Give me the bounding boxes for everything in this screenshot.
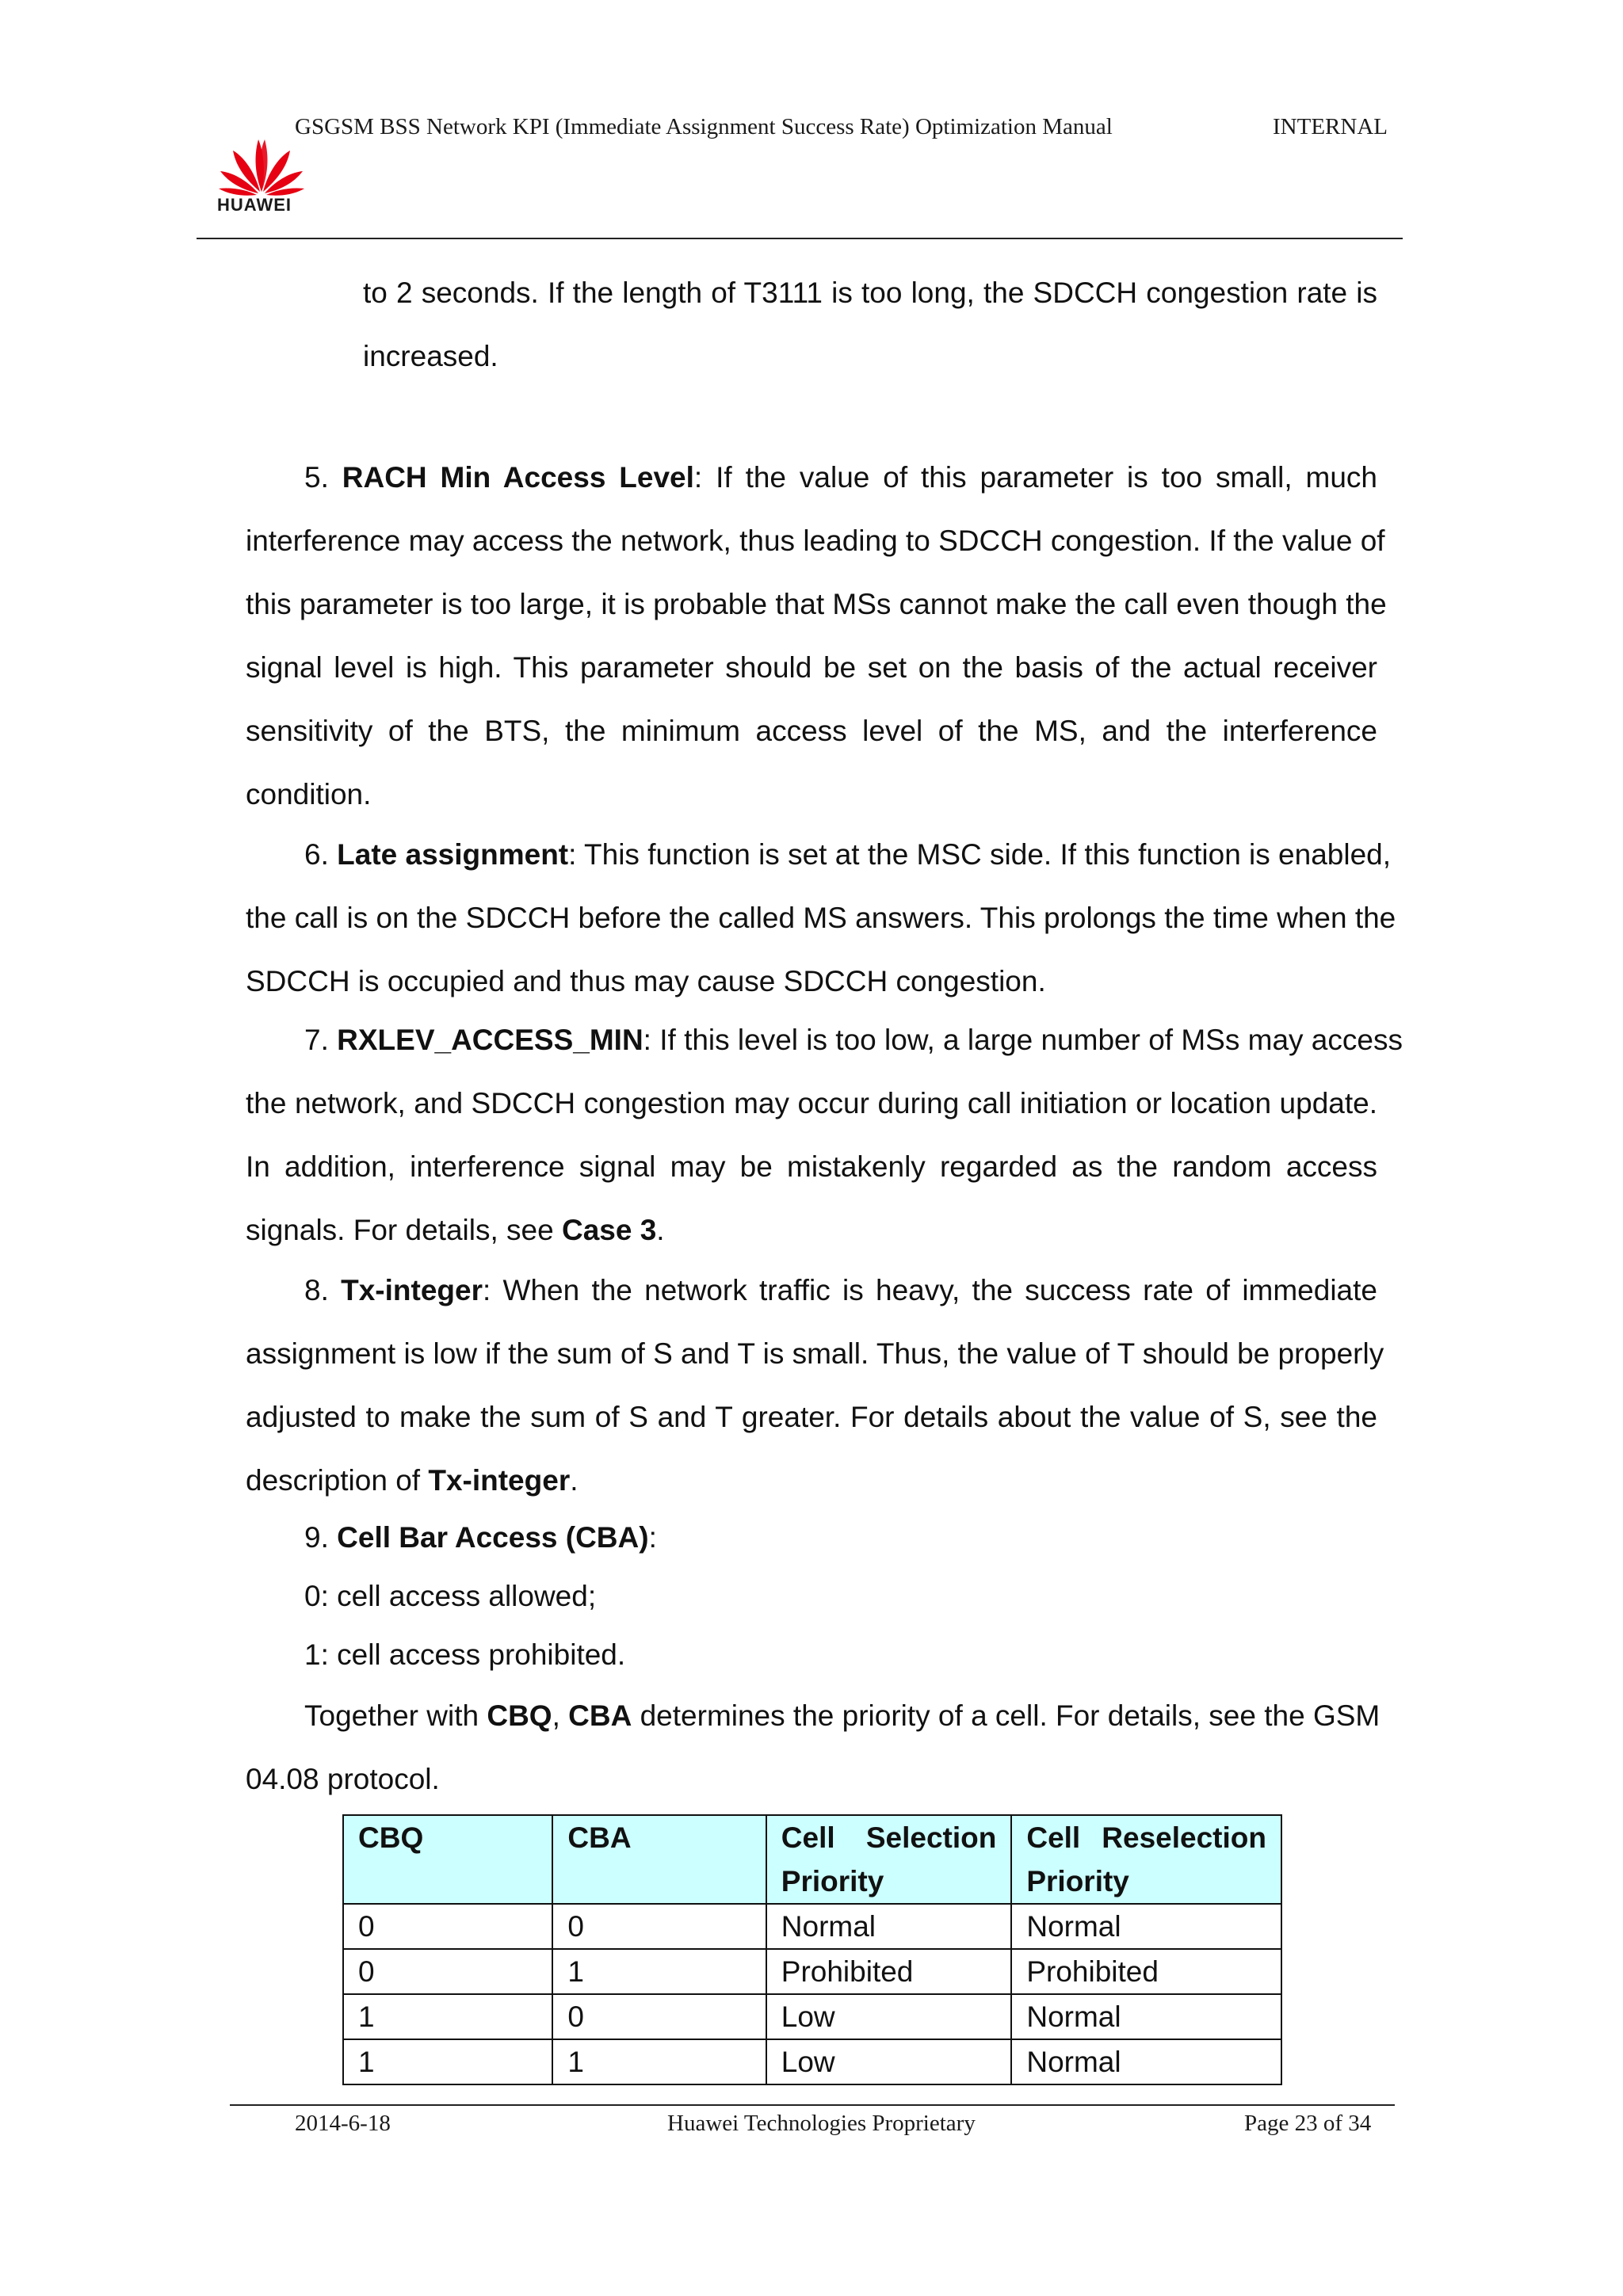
text-run: signals. For details, see [246,1214,562,1246]
text-run: description of [246,1464,429,1497]
text-run: : If this level is too low, a large number of MSs may access [643,1024,1403,1056]
header-text: Priority [781,1865,884,1897]
cell-priority-table [342,1814,1282,2085]
table-cell: 1 [343,2039,552,2084]
table-cell: Normal [1011,2039,1281,2084]
table-row [343,1994,1281,2039]
paragraph-cbq-cba [246,1684,1381,1811]
tx-integer-reference: Tx-integer [428,1464,571,1497]
table-cell: Normal [1011,1994,1281,2039]
term-cell-bar-access: Cell Bar Access (CBA) [337,1521,649,1554]
table-row [343,2039,1281,2084]
paragraph-5 [246,446,1387,826]
header-text: Cell Selection [781,1821,997,1854]
paragraph-9 [304,1508,1377,1684]
item-number: 7. [304,1024,338,1056]
text-line: condition. [246,778,372,810]
text-line [246,1259,1377,1322]
table-row [343,1949,1281,1994]
header-cell-selection-priority [766,1815,1012,1904]
footer-proprietary: Huawei Technologies Proprietary [667,2111,976,2136]
table-cell: Prohibited [766,1949,1012,1994]
table-cell: 1 [552,2039,766,2084]
table-cell: 0 [343,1949,552,1994]
text-run: . [570,1464,579,1497]
text-line [246,1199,1377,1262]
table-row [343,1904,1281,1949]
item-number: 9. [304,1521,338,1554]
text-line [246,446,1377,509]
text-run: : [648,1521,657,1554]
table-cell: Low [766,1994,1012,2039]
text-line: sensitivity of the BTS, the minimum access level of the MS, and the interference [246,715,1377,747]
term-rxlev-access-min: RXLEV_ACCESS_MIN [337,1024,643,1056]
case-3-reference: Case 3 [561,1214,657,1246]
footer-date: 2014-6-18 [295,2111,391,2136]
text-line: 04.08 protocol. [246,1763,440,1795]
paragraph-8 [246,1259,1384,1512]
text-line: to 2 seconds. If the length of T3111 is too long, the SDCCH congestion rate is [363,277,1377,309]
paragraph-6 [246,823,1396,1013]
text-run: determines the priority of a cell. For details, see the GSM [632,1699,1381,1732]
text-line: the network, and SDCCH congestion may occur during call initiation or location update. [246,1087,1377,1119]
table-cell: 0 [343,1904,552,1949]
item-number: 5. [304,461,342,494]
text-line: increased. [363,340,498,372]
text-line [304,1508,1377,1567]
header-title: GSGSM BSS Network KPI (Immediate Assignment Success Rate) Optimization Manual [295,114,1113,139]
text-run: : If the value of this parameter is too small, much [693,461,1378,494]
continuation-paragraph [363,261,1377,388]
cbq-term: CBQ [487,1699,552,1732]
text-line: SDCCH is occupied and thus may cause SDCCH congestion. [246,965,1046,997]
table-cell: Low [766,2039,1012,2084]
text-line: In addition, interference signal may be mistakenly regarded as the random access [246,1150,1377,1183]
term-rach-min-access-level: RACH Min Access Level [342,461,694,494]
item-number: 8. [304,1274,342,1306]
text-run: : When the network traffic is heavy, the success rate of immediate [482,1274,1377,1306]
table-cell: 1 [343,1994,552,2039]
huawei-logo-text: HUAWEI [217,195,292,215]
header-cbq: CBQ [343,1815,552,1904]
item-number: 6. [304,838,338,871]
text-line [246,823,1392,887]
text-line [246,1684,1381,1748]
table-cell: 0 [552,1904,766,1949]
table-cell: Normal [766,1904,1012,1949]
option-1: 1: cell access prohibited. [304,1638,626,1671]
text-run: . [656,1214,665,1246]
term-late-assignment: Late assignment [337,838,569,871]
text-line: adjusted to make the sum of S and T greater. For details about the value of S, see the [246,1401,1377,1433]
option-0: 0: cell access allowed; [304,1580,597,1612]
classification-label: INTERNAL [1273,114,1388,139]
text-run: , [552,1699,569,1732]
header-cell-reselection-priority [1011,1815,1281,1904]
text-line [246,1009,1403,1072]
table-cell: Normal [1011,1904,1281,1949]
cba-term: CBA [568,1699,632,1732]
text-line: assignment is low if the sum of S and T is small. Thus, the value of T should be properly [246,1337,1384,1370]
header-text: Priority [1026,1865,1129,1897]
text-run: Together with [304,1699,487,1732]
footer-divider [230,2104,1395,2106]
text-line: this parameter is too large, it is probable that MSs cannot make the call even though the [246,588,1387,620]
table-header-row [343,1815,1281,1904]
text-line: the call is on the SDCCH before the called MS answers. This prolongs the time when the [246,902,1396,934]
table-cell: Prohibited [1011,1949,1281,1994]
table-cell: 0 [552,1994,766,2039]
table-cell: 1 [552,1949,766,1994]
text-line [246,1449,1377,1512]
text-line: signal level is high. This parameter should be set on the basis of the actual receiver [246,651,1377,684]
header-cba: CBA [552,1815,766,1904]
text-line: interference may access the network, thus leading to SDCCH congestion. If the value of [246,524,1385,557]
text-run: : This function is set at the MSC side. If this function is enabled, [568,838,1392,871]
header-divider [197,238,1403,239]
page-number: Page 23 of 34 [1244,2111,1372,2136]
header-text: Cell Reselection [1026,1821,1266,1854]
term-tx-integer: Tx-integer [341,1274,483,1306]
paragraph-7 [246,1009,1403,1262]
